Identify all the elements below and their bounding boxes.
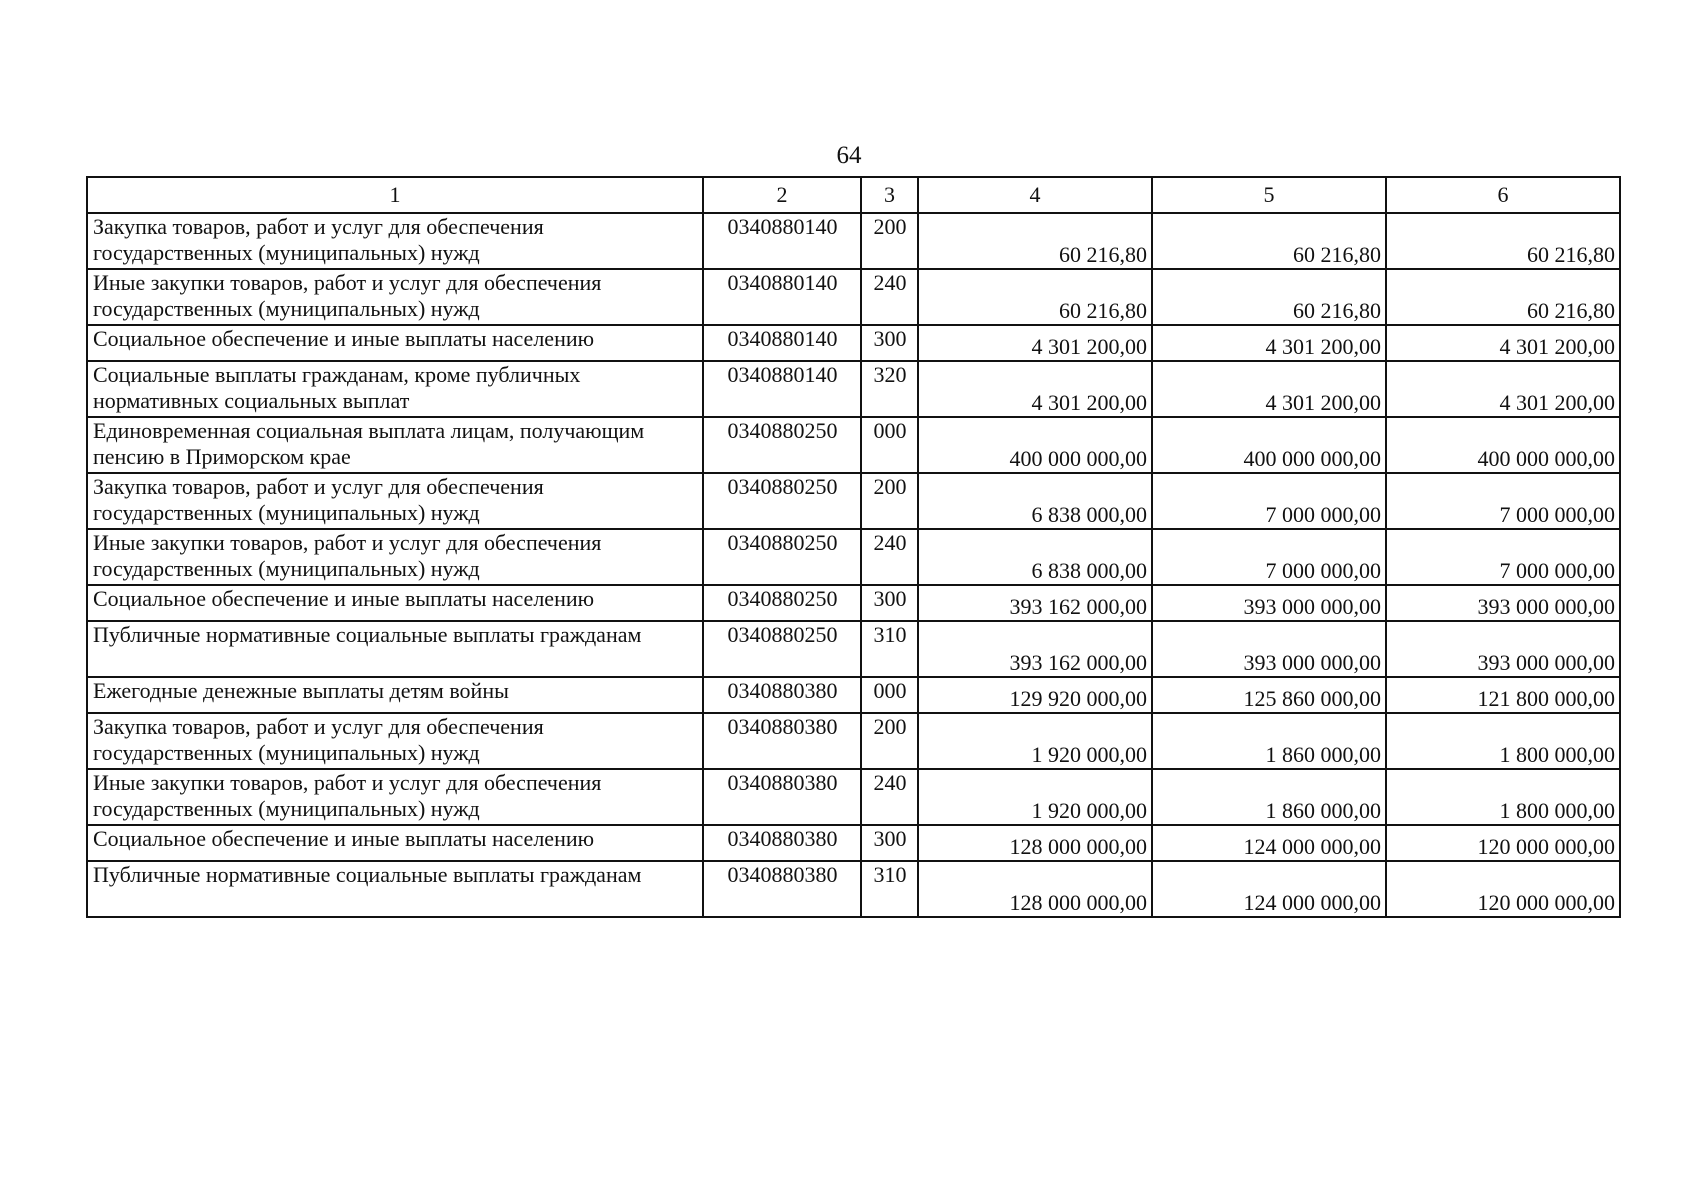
row-code-cell: 0340880380 (703, 713, 861, 769)
row-type-cell: 320 (861, 361, 918, 417)
row-amount-col5-cell: 393 000 000,00 (1152, 585, 1386, 621)
row-name-cell: Иные закупки товаров, работ и услуг для обеспечения государственных (муниципальных) нужд (87, 529, 703, 585)
table-row (87, 713, 1620, 769)
row-code-cell: 0340880250 (703, 417, 861, 473)
row-amount-col4-cell: 400 000 000,00 (918, 417, 1152, 473)
row-type-cell: 200 (861, 713, 918, 769)
row-amount-col4-cell: 1 920 000,00 (918, 769, 1152, 825)
row-amount-col4-cell: 4 301 200,00 (918, 325, 1152, 361)
row-name-cell: Закупка товаров, работ и услуг для обеспечения государственных (муниципальных) нужд (87, 473, 703, 529)
row-name-cell: Социальное обеспечение и иные выплаты населению (87, 585, 703, 621)
row-amount-col6-cell: 4 301 200,00 (1386, 361, 1620, 417)
row-amount-col5-cell: 1 860 000,00 (1152, 713, 1386, 769)
row-type-cell: 300 (861, 825, 918, 861)
row-amount-col4-cell: 6 838 000,00 (918, 529, 1152, 585)
row-amount-col4-cell: 129 920 000,00 (918, 677, 1152, 713)
row-code-cell: 0340880250 (703, 621, 861, 677)
row-amount-col5-cell: 60 216,80 (1152, 213, 1386, 269)
row-name-cell: Социальные выплаты гражданам, кроме публичных нормативных социальных выплат (87, 361, 703, 417)
row-amount-col5-cell: 7 000 000,00 (1152, 529, 1386, 585)
table-row (87, 861, 1620, 917)
row-type-cell: 300 (861, 585, 918, 621)
row-amount-col5-cell: 60 216,80 (1152, 269, 1386, 325)
row-code-cell: 0340880250 (703, 585, 861, 621)
table-row (87, 269, 1620, 325)
row-code-cell: 0340880140 (703, 361, 861, 417)
table-header-row (87, 177, 1620, 213)
row-type-cell: 240 (861, 769, 918, 825)
row-amount-col6-cell: 393 000 000,00 (1386, 585, 1620, 621)
row-amount-col6-cell: 400 000 000,00 (1386, 417, 1620, 473)
row-type-cell: 000 (861, 677, 918, 713)
row-amount-col5-cell: 124 000 000,00 (1152, 825, 1386, 861)
row-type-cell: 200 (861, 213, 918, 269)
row-amount-col5-cell: 7 000 000,00 (1152, 473, 1386, 529)
row-code-cell: 0340880140 (703, 325, 861, 361)
page-number: 64 (836, 142, 862, 169)
table-row (87, 473, 1620, 529)
header-col-5: 5 (1152, 177, 1386, 213)
row-amount-col4-cell: 60 216,80 (918, 213, 1152, 269)
table-body (87, 177, 1620, 917)
row-code-cell: 0340880140 (703, 269, 861, 325)
row-amount-col5-cell: 1 860 000,00 (1152, 769, 1386, 825)
row-name-cell: Закупка товаров, работ и услуг для обеспечения государственных (муниципальных) нужд (87, 213, 703, 269)
table-row (87, 825, 1620, 861)
row-amount-col5-cell: 400 000 000,00 (1152, 417, 1386, 473)
budget-table (86, 176, 1621, 918)
table-row (87, 361, 1620, 417)
row-name-cell: Единовременная социальная выплата лицам, получающим пенсию в Приморском крае (87, 417, 703, 473)
table-row (87, 213, 1620, 269)
row-amount-col4-cell: 6 838 000,00 (918, 473, 1152, 529)
row-amount-col6-cell: 60 216,80 (1386, 269, 1620, 325)
table-row (87, 529, 1620, 585)
row-amount-col5-cell: 4 301 200,00 (1152, 325, 1386, 361)
row-amount-col6-cell: 120 000 000,00 (1386, 825, 1620, 861)
row-type-cell: 200 (861, 473, 918, 529)
row-amount-col5-cell: 124 000 000,00 (1152, 861, 1386, 917)
row-amount-col4-cell: 393 162 000,00 (918, 621, 1152, 677)
row-amount-col5-cell: 393 000 000,00 (1152, 621, 1386, 677)
row-code-cell: 0340880380 (703, 677, 861, 713)
row-amount-col6-cell: 4 301 200,00 (1386, 325, 1620, 361)
row-amount-col4-cell: 4 301 200,00 (918, 361, 1152, 417)
row-amount-col6-cell: 121 800 000,00 (1386, 677, 1620, 713)
row-name-cell: Публичные нормативные социальные выплаты гражданам (87, 861, 703, 917)
row-amount-col4-cell: 60 216,80 (918, 269, 1152, 325)
table-row (87, 621, 1620, 677)
header-col-1: 1 (87, 177, 703, 213)
row-amount-col6-cell: 60 216,80 (1386, 213, 1620, 269)
row-amount-col4-cell: 128 000 000,00 (918, 825, 1152, 861)
row-type-cell: 240 (861, 529, 918, 585)
row-amount-col5-cell: 4 301 200,00 (1152, 361, 1386, 417)
row-amount-col6-cell: 393 000 000,00 (1386, 621, 1620, 677)
header-col-3: 3 (861, 177, 918, 213)
row-name-cell: Иные закупки товаров, работ и услуг для обеспечения государственных (муниципальных) нужд (87, 269, 703, 325)
table-row (87, 769, 1620, 825)
row-code-cell: 0340880250 (703, 529, 861, 585)
row-name-cell: Закупка товаров, работ и услуг для обеспечения государственных (муниципальных) нужд (87, 713, 703, 769)
table-row (87, 677, 1620, 713)
row-type-cell: 000 (861, 417, 918, 473)
header-col-2: 2 (703, 177, 861, 213)
row-name-cell: Иные закупки товаров, работ и услуг для обеспечения государственных (муниципальных) нужд (87, 769, 703, 825)
row-amount-col6-cell: 7 000 000,00 (1386, 529, 1620, 585)
row-type-cell: 310 (861, 861, 918, 917)
row-code-cell: 0340880250 (703, 473, 861, 529)
row-amount-col6-cell: 7 000 000,00 (1386, 473, 1620, 529)
row-name-cell: Социальное обеспечение и иные выплаты населению (87, 825, 703, 861)
table-row (87, 325, 1620, 361)
row-type-cell: 240 (861, 269, 918, 325)
row-type-cell: 310 (861, 621, 918, 677)
row-type-cell: 300 (861, 325, 918, 361)
row-code-cell: 0340880380 (703, 861, 861, 917)
row-amount-col4-cell: 1 920 000,00 (918, 713, 1152, 769)
header-col-4: 4 (918, 177, 1152, 213)
row-amount-col6-cell: 120 000 000,00 (1386, 861, 1620, 917)
row-amount-col5-cell: 125 860 000,00 (1152, 677, 1386, 713)
table-row (87, 417, 1620, 473)
row-code-cell: 0340880380 (703, 769, 861, 825)
row-amount-col4-cell: 128 000 000,00 (918, 861, 1152, 917)
header-col-6: 6 (1386, 177, 1620, 213)
row-amount-col6-cell: 1 800 000,00 (1386, 713, 1620, 769)
row-name-cell: Социальное обеспечение и иные выплаты населению (87, 325, 703, 361)
table-row (87, 585, 1620, 621)
row-code-cell: 0340880140 (703, 213, 861, 269)
row-name-cell: Публичные нормативные социальные выплаты гражданам (87, 621, 703, 677)
row-code-cell: 0340880380 (703, 825, 861, 861)
row-amount-col6-cell: 1 800 000,00 (1386, 769, 1620, 825)
row-name-cell: Ежегодные денежные выплаты детям войны (87, 677, 703, 713)
row-amount-col4-cell: 393 162 000,00 (918, 585, 1152, 621)
